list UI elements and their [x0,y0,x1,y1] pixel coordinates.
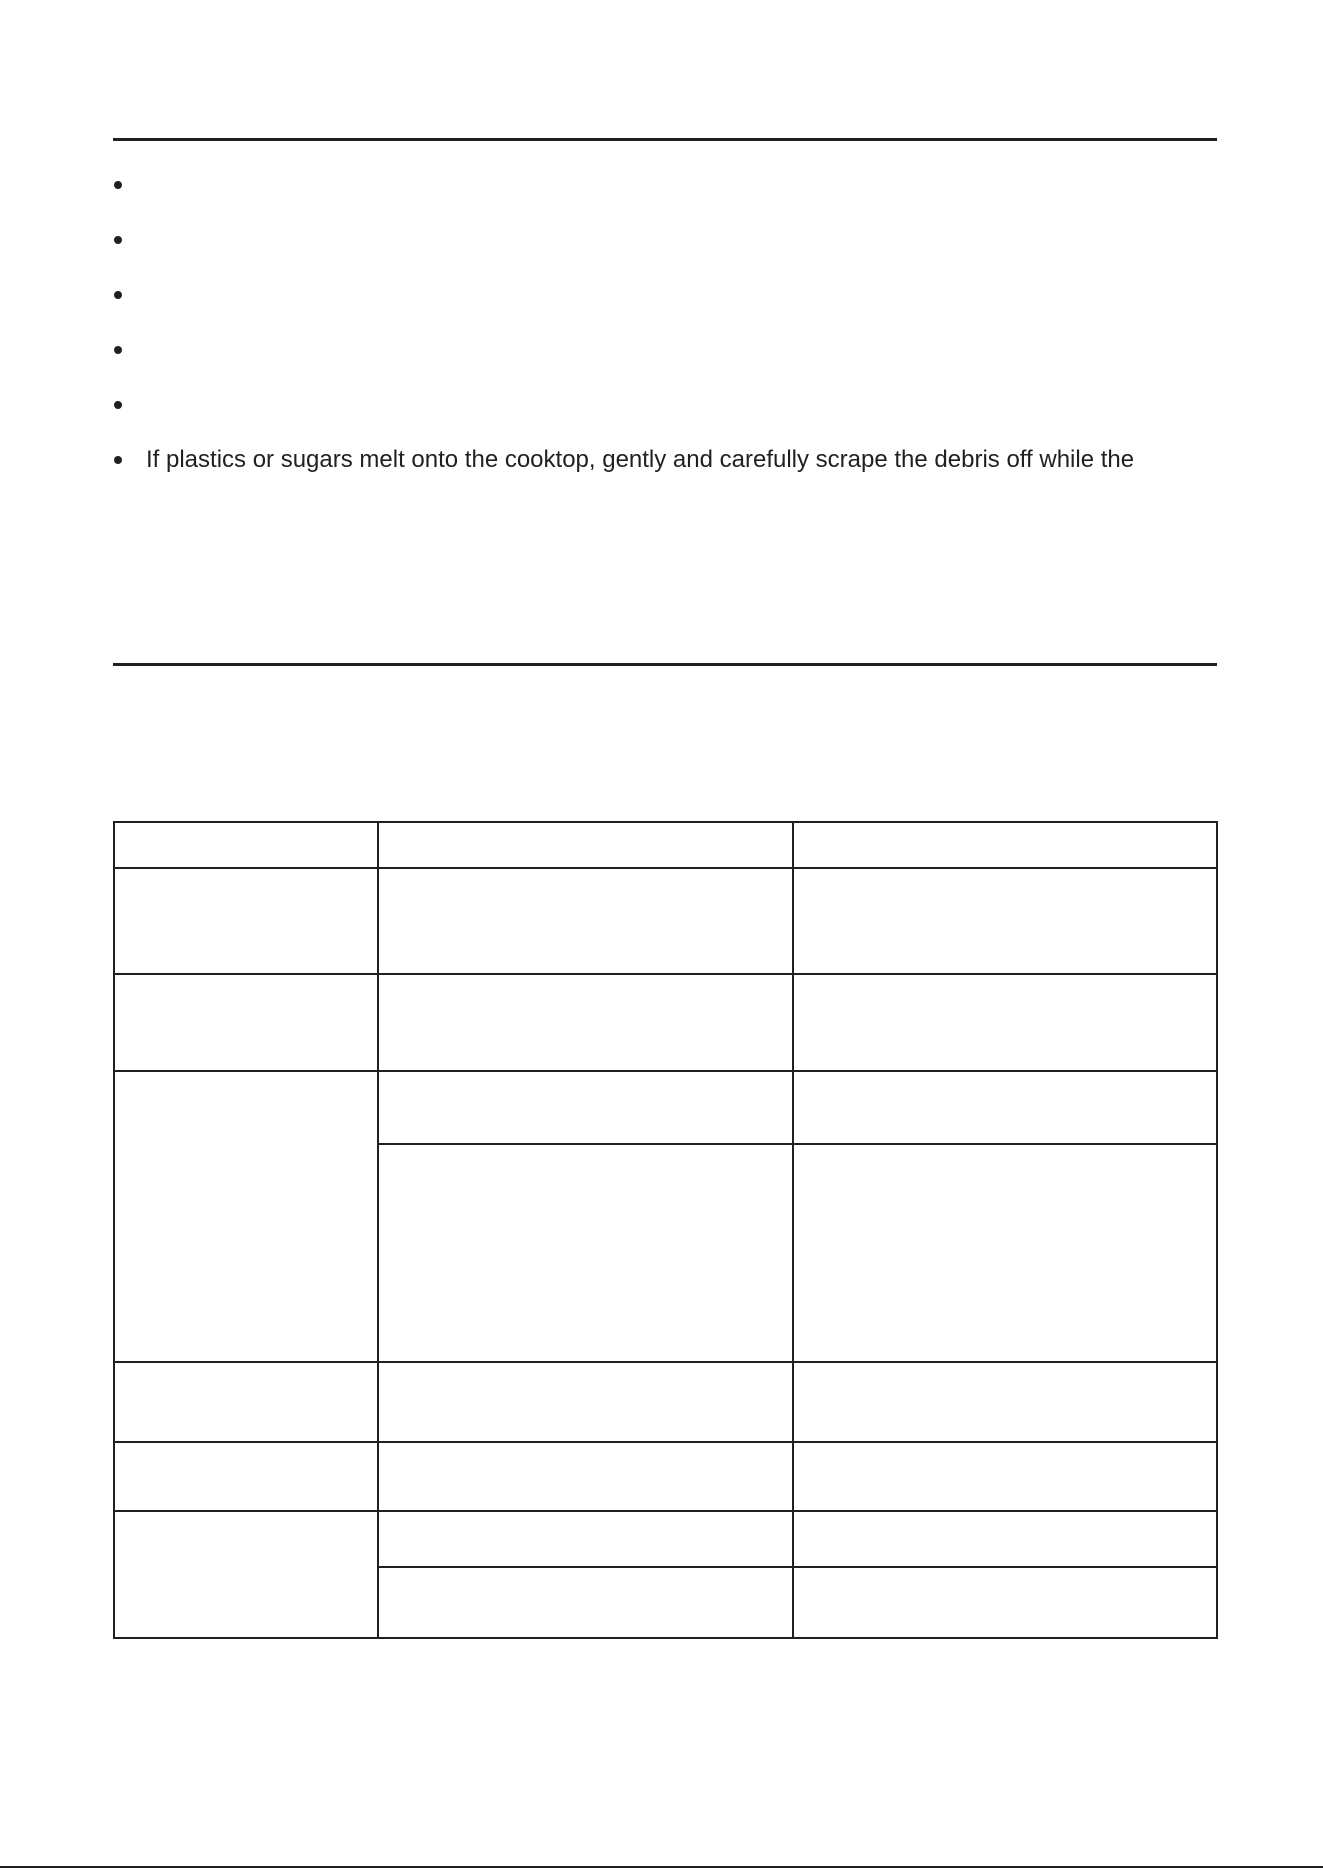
row-divider [115,1510,1216,1512]
page-bottom-edge [0,1866,1323,1868]
troubleshooting-table [113,821,1218,1639]
bullet-icon [114,401,122,409]
bullet-text: If plastics or sugars melt onto the cooktop, gently and carefully scrape the debris off while the [146,446,1135,473]
bullet-icon [114,456,122,464]
sub-row-divider [377,1566,1216,1568]
sub-row-divider [377,1143,1216,1145]
bullet-icon [114,236,122,244]
column-divider-2 [792,823,794,1637]
row-divider [115,1361,1216,1363]
bullet-icon [114,291,122,299]
row-divider [115,1070,1216,1072]
bullet-icon [114,346,122,354]
cleaning-tips-list [110,170,1220,500]
column-divider-1 [377,823,379,1637]
list-item [110,390,1220,445]
row-divider [115,973,1216,975]
list-item [110,445,1220,500]
row-divider [115,1441,1216,1443]
header-row-divider [115,867,1216,869]
list-item [110,280,1220,335]
section-divider-top [113,138,1217,141]
section-divider-middle [113,663,1217,666]
list-item [110,170,1220,225]
list-item [110,225,1220,280]
list-item [110,335,1220,390]
bullet-icon [114,181,122,189]
